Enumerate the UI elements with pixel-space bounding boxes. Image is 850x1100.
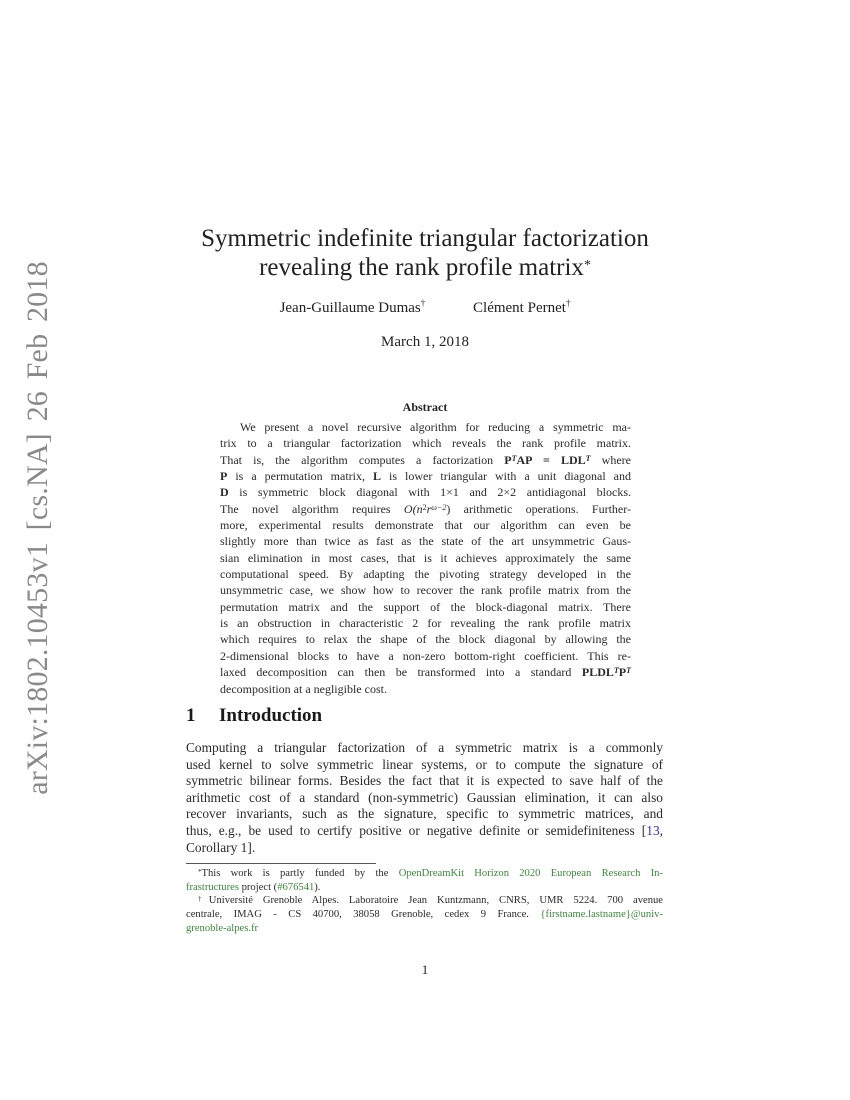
abstract-line: P is a permutation matrix, L is lower triangular with a unit diagonal and xyxy=(220,469,632,484)
page-number: 1 xyxy=(421,962,429,977)
paragraph-line: recover invariants, such as the signature, specific to symmetric matrices, and xyxy=(186,806,663,822)
abstract-body xyxy=(220,419,631,697)
abstract-line: 2-dimensional blocks to have a non-zero bottom-right coefficient. This re- xyxy=(220,648,631,663)
footnotes xyxy=(186,867,663,935)
author-affiliation-mark: † xyxy=(420,298,426,308)
author-affiliation-mark: † xyxy=(565,298,571,308)
email-link[interactable]: {firstname.lastname}@univ- xyxy=(540,909,663,921)
opendreamkit-link[interactable]: OpenDreamKit Horizon 2020 European Research In- xyxy=(398,868,664,879)
paragraph-line: symmetric bilinear forms. Besides the fact that it is expected to save half of the xyxy=(186,773,663,789)
author-name: Jean-Guillaume Dumas† xyxy=(279,298,426,316)
title-line-2: revealing the rank profile matrix* xyxy=(259,254,591,281)
paragraph-line: Computing a triangular factorization of a symmetric matrix is a commonly xyxy=(186,740,663,755)
abstract-heading: Abstract xyxy=(402,400,448,414)
footnote-divider xyxy=(186,863,376,864)
author-name: Clément Pernet† xyxy=(473,298,571,316)
footnote-funding: *This work is partly funded by the OpenDreamKit Horizon 2020 European Research In- xyxy=(198,868,664,879)
author-list xyxy=(0,300,850,317)
section-number: 1 xyxy=(186,705,196,726)
email-link-cont[interactable]: grenoble-alpes.fr xyxy=(186,922,259,934)
footnote-affiliation-cont xyxy=(186,922,663,936)
abstract-line: more, experimental results demonstrate that our algorithm can even be xyxy=(220,518,631,533)
abstract-line: computational speed. By adapting the pivoting strategy developed in the xyxy=(220,567,631,582)
abstract-line: laxed decomposition can then be transformed into a standard $PLDL^TP^T$ xyxy=(220,665,631,680)
paragraph-line: thus, e.g., be used to certify positive or negative definite or semidefiniteness [13, xyxy=(186,822,663,838)
abstract-line: which requires to relax the shape of the block diagonal by allowing the xyxy=(220,632,631,647)
abstract-line: We present a novel recursive algorithm for reducing a symmetric ma- xyxy=(240,420,631,434)
introduction-paragraph xyxy=(186,740,663,856)
abstract-line: unsymmetric case, we show how to recover the rank profile matrix from the xyxy=(220,583,631,598)
footnote-affiliation-cont: centrale, IMAG - CS 40700, 38058 Grenoble, cedex 9 France. {firstname.lastname}@univ- xyxy=(186,909,663,921)
opendreamkit-link-cont[interactable]: frastructures xyxy=(186,881,239,893)
abstract-line: is an obstruction in characteristic 2 for revealing the rank profile matrix xyxy=(220,616,631,631)
paper-date: March 1, 2018 xyxy=(381,334,469,350)
section-heading-introduction xyxy=(186,705,322,727)
footnote-funding-cont: frastructures project (#676541). xyxy=(186,881,321,893)
abstract-line: permutation matrix and the support of the block-diagonal matrix. There xyxy=(220,599,631,614)
abstract-line: sian elimination in most cases, that is it achieves approximately the same xyxy=(220,550,631,565)
title-line-1: Symmetric indefinite triangular factorization xyxy=(201,225,649,252)
arxiv-stamp-text: arXiv:1802.10453v1 [cs.NA] 26 Feb 2018 xyxy=(21,260,55,795)
paragraph-line: Corollary 1]. xyxy=(186,839,256,855)
formula-ptap: $P^TAP = LDL^T$ xyxy=(504,452,591,467)
abstract-line: D is symmetric block diagonal with 1×1 and 2×2 antidiagonal blocks. xyxy=(220,485,631,500)
abstract-line: slightly more than twice as fast as the state of the art unsymmetric Gaus- xyxy=(220,534,631,549)
formula-pldltpt: $PLDL^TP^T$ xyxy=(581,665,631,680)
abstract-line: That is, the algorithm computes a factorization $P^TAP = LDL^T$ where xyxy=(220,452,631,467)
project-number-link[interactable]: #676541 xyxy=(277,881,315,893)
formula-complexity: $O(n^2r^{\omega-2})$ xyxy=(403,501,451,516)
paper-title xyxy=(0,224,850,282)
paragraph-line: arithmetic cost of a standard (non-symmetric) Gaussian elimination, it can also xyxy=(186,789,663,805)
abstract-line: The novel algorithm requires $O(n^2r^{\omega-2})$ arithmetic operations. Further- xyxy=(220,501,631,516)
citation-link[interactable]: 13 xyxy=(646,822,660,838)
footnote-affiliation: †Université Grenoble Alpes. Laboratoire Jean Kuntzmann, CNRS, UMR 5224. 700 avenue xyxy=(198,895,663,907)
abstract-line: trix to a triangular factorization which reveals the rank profile matrix. xyxy=(220,436,631,451)
arxiv-identifier-stamp xyxy=(18,260,58,795)
title-footnote-mark: * xyxy=(583,258,591,273)
paragraph-line: used kernel to solve symmetric linear systems, or to compute the signature of xyxy=(186,756,663,772)
abstract-line: decomposition at a negligible cost. xyxy=(220,681,387,696)
section-title: Introduction xyxy=(219,705,323,726)
